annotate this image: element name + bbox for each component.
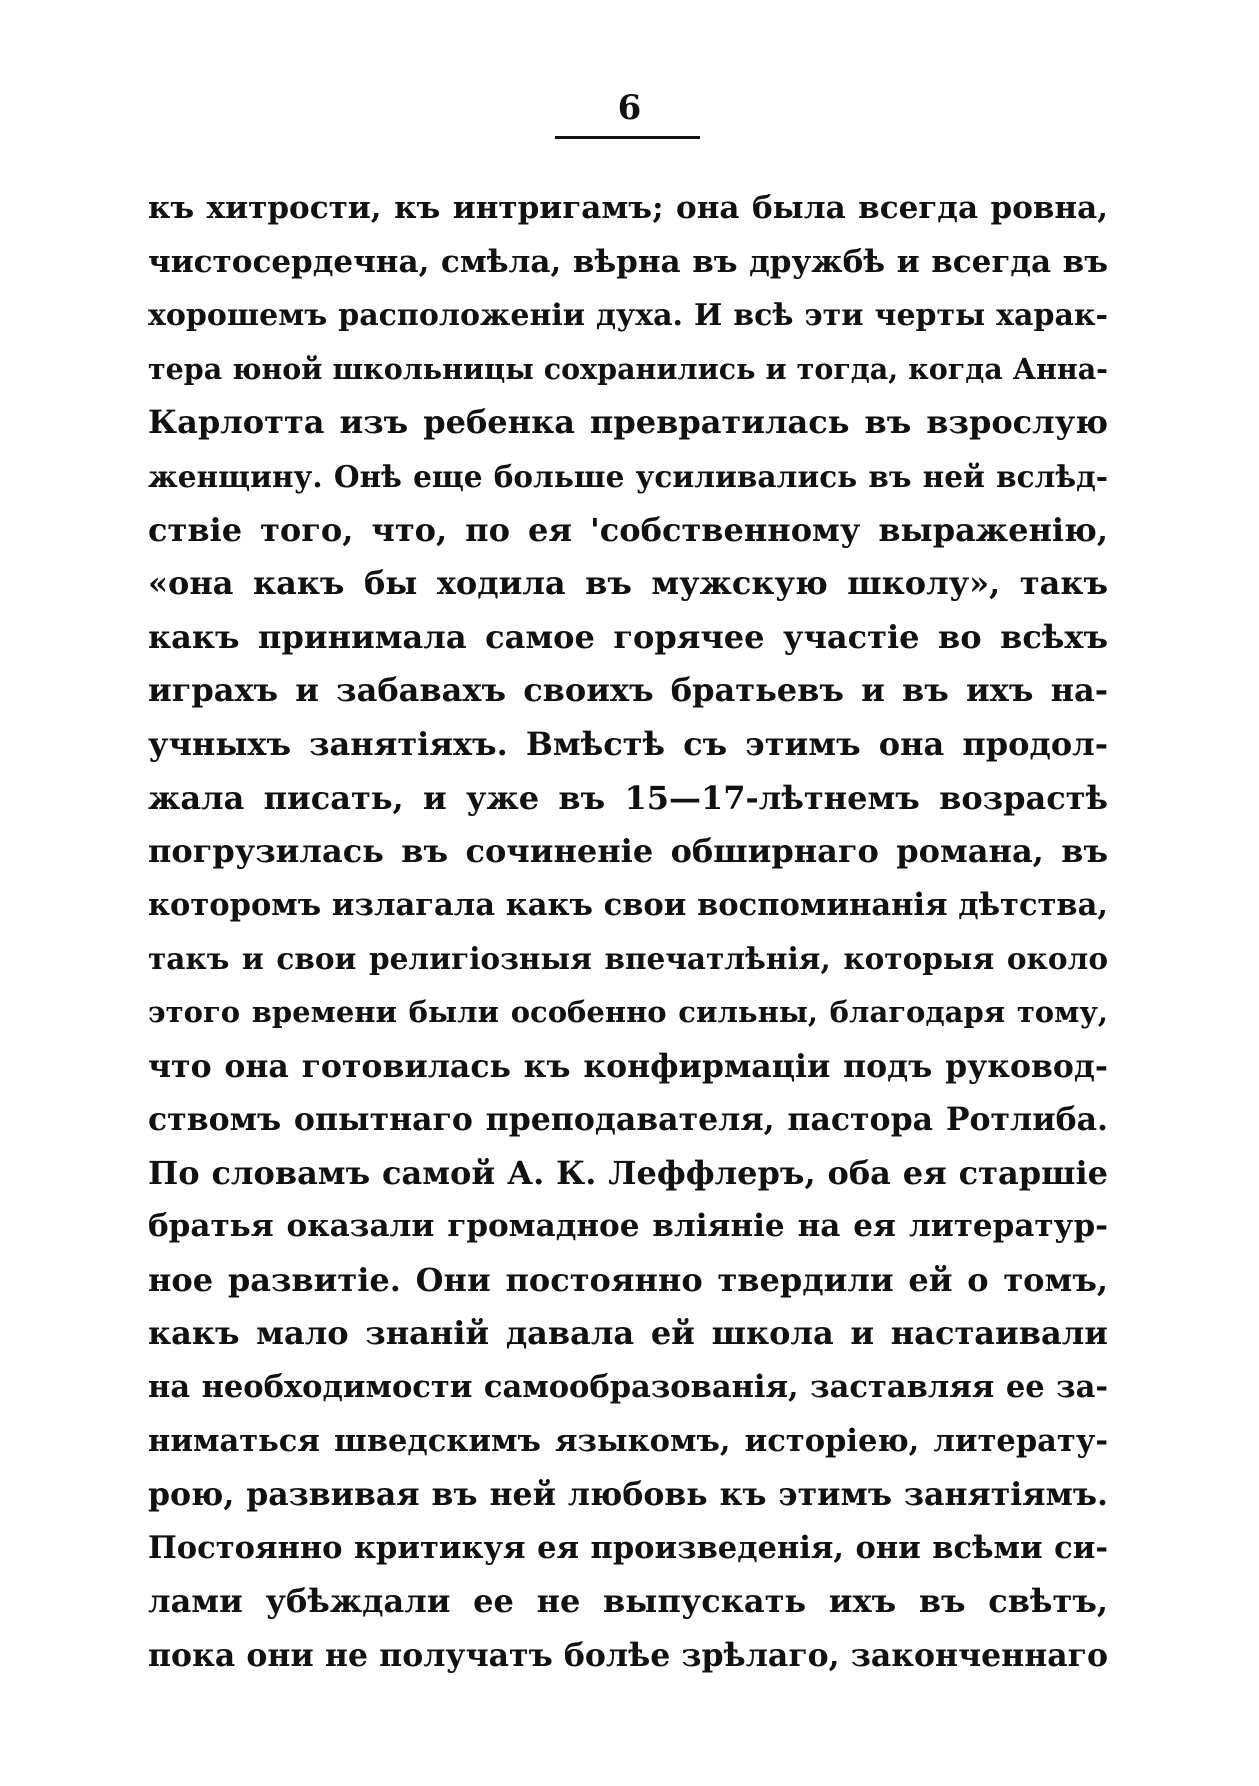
page-number: 6 [617,88,642,128]
text-line: ствомъ опытнаго преподавателя, пастора Ротлиба. [148,1101,1108,1139]
text-line: такъ и свои религіозныя впечатлѣнія, которыя около [148,941,1108,977]
text-line: жала писать, и уже въ 15—17-лѣтнемъ возрастѣ [148,778,1108,817]
body-text [148,182,1108,1683]
text-line: на необходимости самообразованія, заставляя ее за- [148,1369,1108,1406]
text-line: ствіе того, что, по ея 'собственному выраженію, [148,510,1108,549]
text-line: По словамъ самой А. К. Леффлеръ, оба ея старшіе [148,1153,1108,1192]
text-line: лами убѣждали ее не выпускать ихъ въ свѣтъ, [148,1582,1108,1621]
text-line: какъ мало знаній давала ей школа и настаивали [148,1314,1108,1353]
text-line: которомъ излагала какъ свои воспоминанія дѣтства, [148,886,1108,923]
page-number-rule [555,136,700,139]
text-line: играхъ и забавахъ своихъ братьевъ и въ ихъ на- [148,671,1108,710]
text-line: учныхъ занятіяхъ. Вмѣстѣ съ этимъ она продол- [148,724,1108,763]
text-line: тера юной школьницы сохранились и тогда, когда Анна- [148,351,1108,386]
text-line: какъ принимала самое горячее участіе во всѣхъ [148,617,1108,656]
text-line: этого времени были особенно сильны, благодаря тому, [148,994,1108,1029]
text-line: чистосердечна, смѣла, вѣрна въ дружбѣ и всегда въ [148,243,1108,280]
text-line: ное развитіе. Они постоянно твердили ей о томъ, [148,1260,1108,1299]
text-line: женщину. Онѣ еще больше усиливались въ ней вслѣд- [148,458,1108,494]
text-line: «она какъ бы ходила въ мужскую школу», такъ [148,564,1108,603]
text-line: рою, развивая въ ней любовь къ этимъ занятіямъ. [148,1476,1108,1514]
text-line: къ хитрости, къ интригамъ; она была всегда ровна, [148,190,1108,226]
text-line: хорошемъ расположеніи духа. И всѣ эти черты харак- [148,298,1108,334]
text-line: ниматься шведскимъ языкомъ, исторіею, литерату- [148,1422,1108,1459]
text-line: пока они не получатъ болѣе зрѣлаго, законченнаго [148,1637,1108,1675]
text-line: братья оказали громадное вліяніе на ея литератур- [148,1208,1108,1245]
text-line: погрузилась въ сочиненіе обширнаго романа, въ [148,832,1108,871]
text-line: Постоянно критикуя ея произведенія, они всѣми си- [148,1529,1108,1566]
text-line: что она готовилась къ конфирмаціи подъ руковод- [148,1047,1108,1085]
text-line: Карлотта изъ ребенка превратилась въ взрослую [148,403,1108,442]
